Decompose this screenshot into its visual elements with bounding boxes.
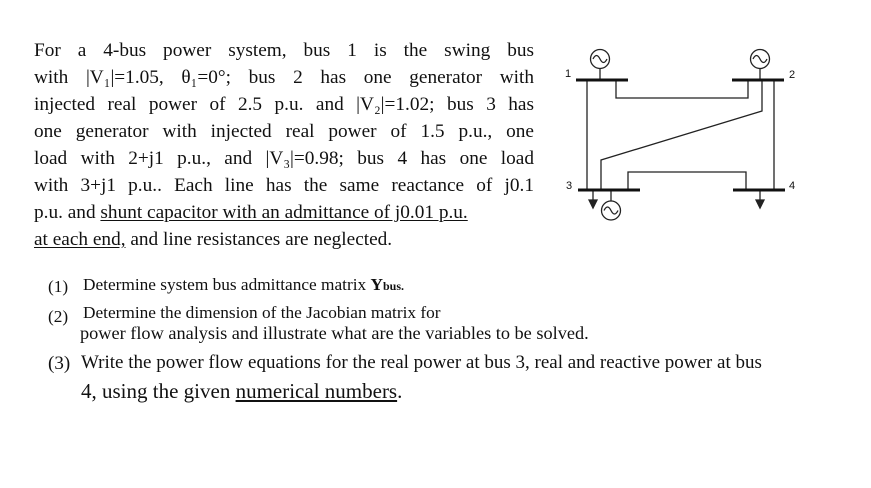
transmission-lines [587, 80, 774, 190]
question-3-line-2 [81, 379, 402, 404]
load-4-arrow-icon [756, 190, 764, 208]
problem-statement [34, 37, 554, 253]
ybus-subscript: bus. [382, 279, 404, 293]
problem-line-5: load with 2+j1 p.u., and |V₃|=0.98; bus 4 has one load [34, 148, 534, 169]
problem-line-8 [34, 226, 554, 253]
bus-label-1: 1 [565, 68, 572, 80]
question-3-period: . [397, 379, 403, 403]
problem-line-6: with 3+j1 p.u.. Each line has the same reactance of j0.1 [34, 175, 534, 196]
question-1-text [83, 275, 404, 295]
at-each-end-underlined: at each end, [34, 229, 126, 250]
generator-1-icon [591, 50, 610, 81]
problem-line-7 [34, 199, 554, 226]
question-1 [48, 275, 863, 300]
shunt-capacitor-underlined: shunt capacitor with an admittance of j0.01 p.u. [100, 202, 468, 223]
question-3-number: (3) [48, 353, 71, 374]
question-2-line-1: Determine the dimension of the Jacobian matrix for [83, 303, 441, 322]
generator-2-icon [751, 50, 770, 81]
question-2-line-2: power flow analysis and illustrate what are the variables to be solved. [80, 323, 589, 343]
question-1-number: (1) [48, 277, 69, 296]
bus-label-2: 2 [789, 69, 796, 81]
bus-label-3: 3 [566, 180, 573, 192]
problem-line-3: injected real power of 2.5 p.u. and |V₂|=1.02; bus 3 has [34, 94, 534, 115]
numerical-numbers-underlined: numerical numbers [235, 379, 398, 403]
question-3-line-1: Write the power flow equations for the real power at bus 3, real and reactive power at bus [81, 352, 762, 373]
problem-line-4: one generator with injected real power of 1.5 p.u., one [34, 121, 534, 142]
problem-line-8-tail: and line resistances are neglected. [125, 229, 393, 250]
question-2-number: (2) [48, 307, 69, 326]
ybus-symbol: Y [370, 275, 383, 294]
load-3-arrow-icon [589, 190, 597, 208]
problem-line-2: with |V₁|=1.05, θ₁=0°; bus 2 has one generator with [34, 67, 534, 88]
generator-3-icon [602, 190, 621, 220]
problem-line-7-start: p.u. and [34, 202, 96, 223]
question-3 [48, 348, 863, 408]
four-bus-one-line-diagram [560, 38, 810, 228]
bus-label-4: 4 [789, 180, 796, 192]
question-3-line-2-start: 4, using the given [81, 379, 231, 403]
problem-line-1: For a 4-bus power system, bus 1 is the swing bus [34, 40, 534, 61]
question-1-body: Determine system bus admittance matrix [83, 275, 367, 294]
question-2 [48, 300, 863, 348]
question-list [48, 275, 863, 408]
